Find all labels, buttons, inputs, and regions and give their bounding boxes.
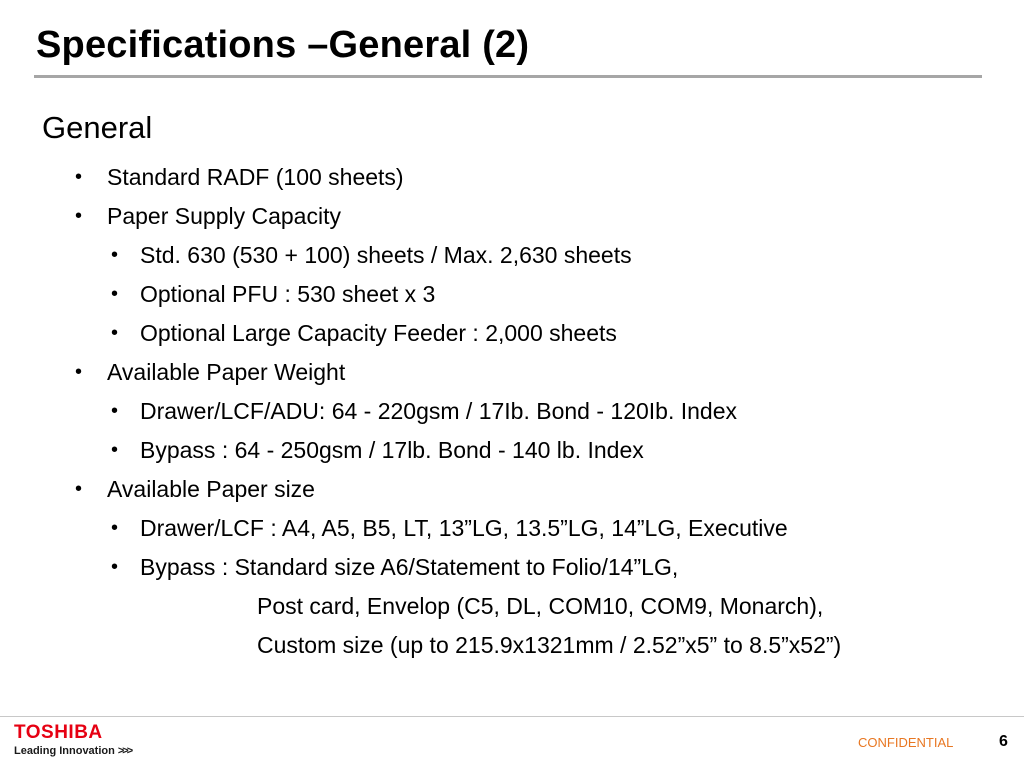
bullet-marker: • [111,322,119,344]
title-divider [34,75,982,78]
bullet-text: Available Paper size [107,476,315,502]
bullet-text: Paper Supply Capacity [107,203,341,229]
bullet-text: Bypass : Standard size A6/Statement to Folio/14”LG, [140,554,679,580]
bullet-text: Std. 630 (530 + 100) sheets / Max. 2,630 sheets [140,242,632,268]
bullet-marker: • [75,205,83,227]
bullet-marker: • [111,283,119,305]
bullet-marker: • [75,478,83,500]
bullet-text: Available Paper Weight [107,359,346,385]
bullet-marker: • [111,439,119,461]
chevrons-icon: >>> [117,745,132,757]
bullet-text: Bypass : 64 - 250gsm / 17lb. Bond - 140 lb. Index [140,437,644,463]
bullet-marker: • [111,244,119,266]
bullet-item [0,353,1024,392]
page-number: 6 [999,733,1008,750]
bullet-text: Post card, Envelop (C5, DL, COM10, COM9, Monarch), [257,593,824,619]
sub-bullet-item [0,431,1024,470]
continuation-line [0,587,1024,626]
bullet-marker: • [111,556,119,578]
bullet-item [0,158,1024,197]
bullet-text: Drawer/LCF : A4, A5, B5, LT, 13”LG, 13.5”LG, 14”LG, Executive [140,515,788,541]
bullet-item [0,470,1024,509]
bullet-item [0,197,1024,236]
sub-bullet-item [0,548,1024,587]
slide-title: Specifications –General (2) [36,24,530,66]
bullet-marker: • [111,400,119,422]
sub-bullet-item [0,509,1024,548]
continuation-line [0,626,1024,665]
toshiba-logo: TOSHIBA [14,722,103,743]
tagline-text: Leading Innovation [14,745,115,757]
footer-divider [0,716,1024,717]
bullet-text: Optional Large Capacity Feeder : 2,000 sheets [140,320,617,346]
sub-bullet-item [0,236,1024,275]
bullet-text: Custom size (up to 215.9x1321mm / 2.52”x5” to 8.5”x52”) [257,632,842,658]
bullet-marker: • [75,361,83,383]
bullet-list [0,158,1024,665]
bullet-text: Optional PFU : 530 sheet x 3 [140,281,436,307]
bullet-marker: • [111,517,119,539]
tagline [14,745,131,757]
bullet-marker: • [75,166,83,188]
bullet-text: Standard RADF (100 sheets) [107,164,404,190]
section-heading: General [42,110,153,145]
sub-bullet-item [0,392,1024,431]
bullet-text: Drawer/LCF/ADU: 64 - 220gsm / 17Ib. Bond - 120Ib. Index [140,398,738,424]
sub-bullet-item [0,314,1024,353]
confidential-label: CONFIDENTIAL [858,735,954,750]
sub-bullet-item [0,275,1024,314]
